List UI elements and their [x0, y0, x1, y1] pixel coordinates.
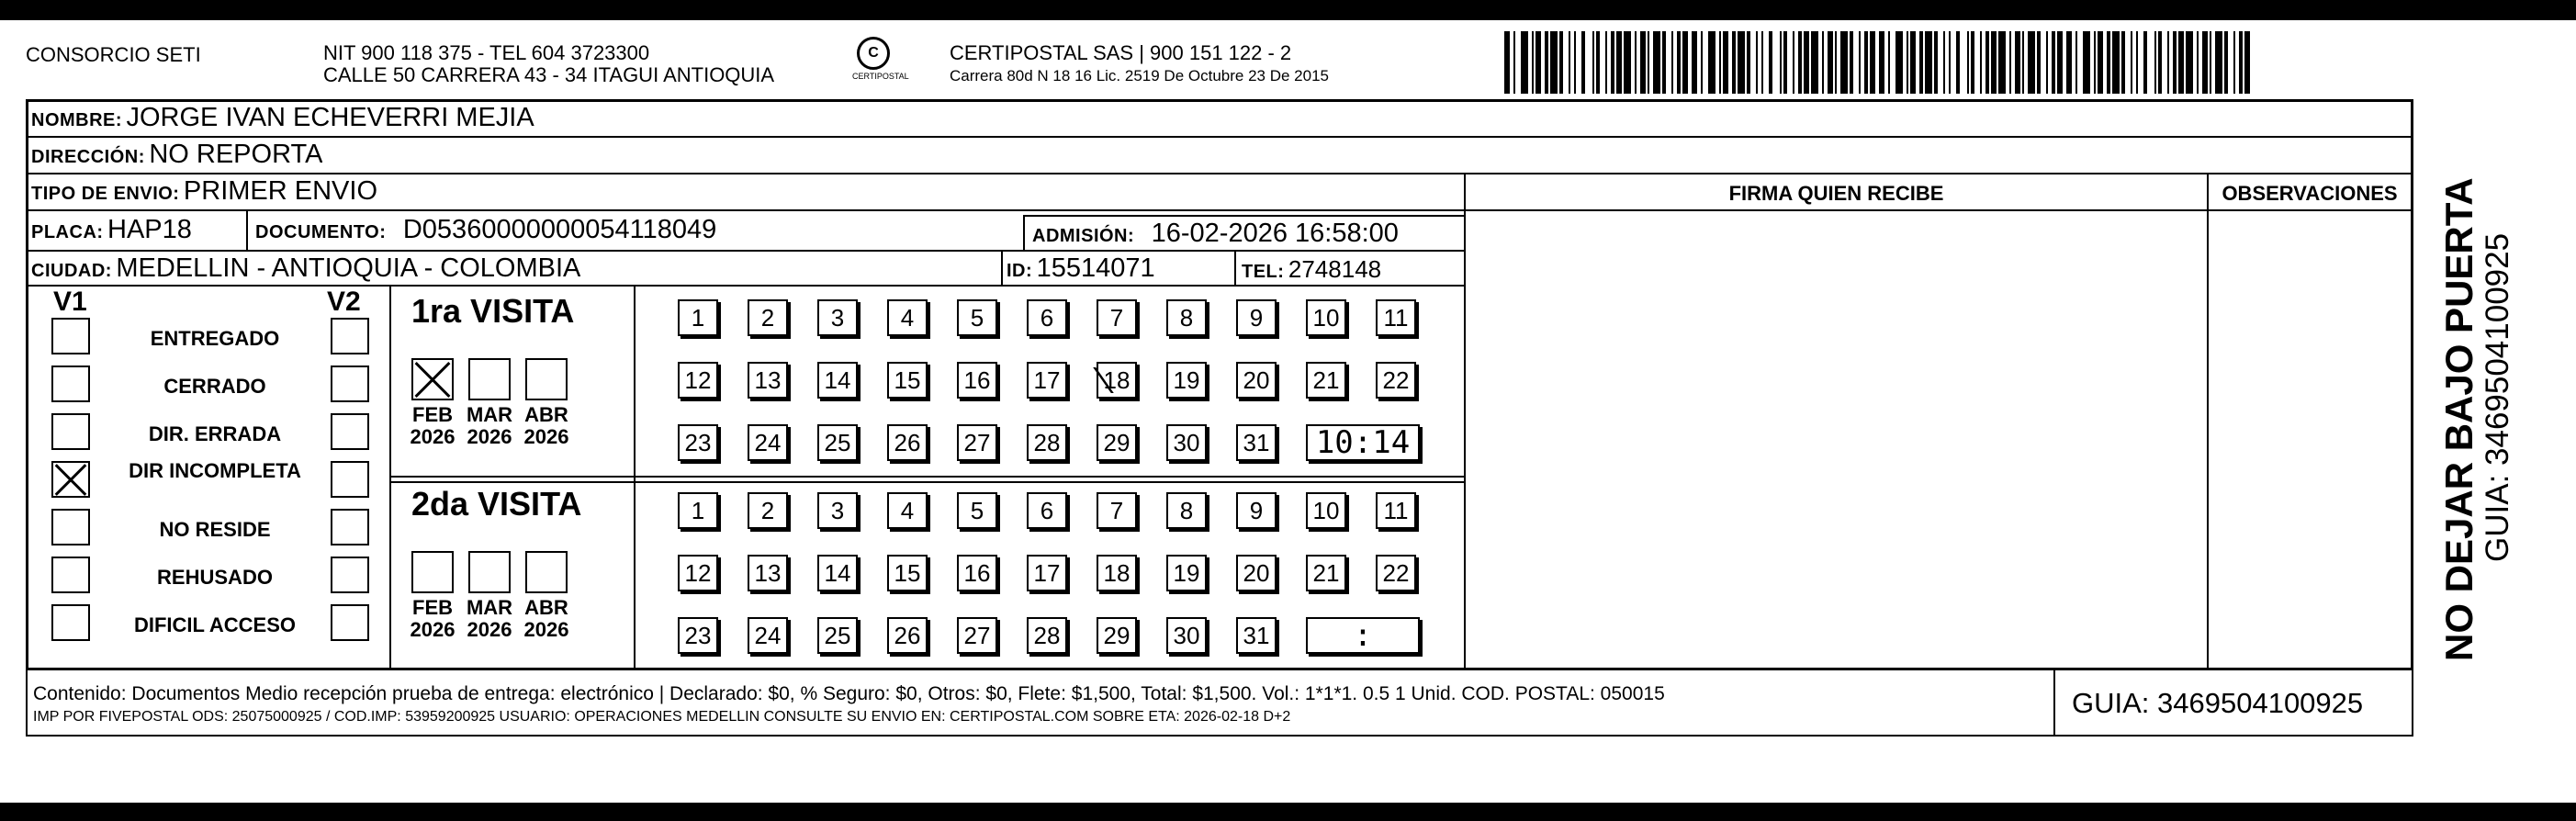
- status-label: DIFICIL ACCESO: [133, 613, 296, 636]
- day-box[interactable]: 30: [1166, 617, 1207, 654]
- day-box[interactable]: 27: [957, 424, 997, 461]
- month-name: ABR: [524, 596, 568, 619]
- month-checkbox[interactable]: [525, 551, 568, 593]
- barcode-bar: [1811, 31, 1818, 94]
- day-box[interactable]: 30: [1166, 424, 1207, 461]
- visit-divider: [389, 481, 1464, 483]
- day-box[interactable]: 19: [1166, 362, 1207, 399]
- barcode-bar: [1550, 31, 1558, 94]
- day-box[interactable]: 15: [887, 555, 928, 591]
- month-year: 2026: [410, 618, 456, 641]
- direccion-value: NO REPORTA: [149, 140, 323, 169]
- day-box[interactable]: 5: [957, 299, 997, 336]
- status-label: NO RESIDE: [159, 518, 271, 541]
- day-box[interactable]: 10: [1306, 299, 1346, 336]
- tipo-envio-row: [31, 176, 377, 207]
- tipo-envio-value: PRIMER ENVIO: [183, 176, 378, 206]
- day-box[interactable]: 21: [1306, 555, 1346, 591]
- logo-emblem-icon: C: [857, 37, 890, 70]
- barcode-bar: [1708, 31, 1715, 94]
- barcode-bar: [1840, 31, 1848, 94]
- documento-field: [255, 215, 716, 245]
- day-box[interactable]: 14: [817, 362, 858, 399]
- month-name: FEB: [412, 596, 453, 619]
- footer-content-line: Contenido: Documentos Medio recepción prueba de entrega: electrónico | Declarado: $0, % Seguro: $0, Otros: $0, Flete: $1,500, Total: $1,500. Vol.: 1*1*1. 0.5 1 Unid. COD. POSTAL: 050015: [33, 683, 1665, 704]
- barcode-bar: [1738, 31, 1745, 94]
- id-field: [1007, 253, 1155, 284]
- day-box[interactable]: 7: [1097, 299, 1137, 336]
- ciudad-value: MEDELLIN - ANTIOQUIA - COLOMBIA: [116, 253, 581, 283]
- documento-label: DOCUMENTO:: [255, 222, 387, 242]
- month-checkbox[interactable]: [411, 551, 454, 593]
- direccion-row: [31, 140, 322, 170]
- admision-divider: [1023, 215, 1025, 250]
- address-line: CALLE 50 CARRERA 43 - 34 ITAGUI ANTIOQUIA: [323, 63, 775, 86]
- day-box[interactable]: 29: [1097, 424, 1137, 461]
- direccion-label: DIRECCIÓN:: [31, 147, 145, 167]
- day-box[interactable]: 12: [678, 555, 718, 591]
- month-label: [405, 404, 460, 448]
- status-v2-checkbox[interactable]: [331, 461, 369, 498]
- tel-label: TEL:: [1242, 262, 1285, 282]
- footer-divider: [2053, 669, 2055, 735]
- day-box[interactable]: 9: [1236, 299, 1277, 336]
- company-name: CONSORCIO SETI: [26, 43, 201, 66]
- side-guia: GUIA: 3469504100925: [2480, 232, 2515, 562]
- day-box[interactable]: 31: [1236, 617, 1277, 654]
- nombre-row: [31, 103, 534, 133]
- day-box[interactable]: 1: [678, 492, 718, 529]
- day-box[interactable]: 22: [1376, 362, 1416, 399]
- footer-bottom-line: [26, 735, 2413, 737]
- month-checkbox[interactable]: [411, 358, 454, 400]
- placa-label: PLACA:: [31, 222, 104, 242]
- day-box[interactable]: 23: [678, 424, 718, 461]
- day-box[interactable]: 16: [957, 362, 997, 399]
- ciudad-field: [31, 253, 580, 284]
- certipostal-line: CERTIPOSTAL SAS | 900 151 122 - 2: [950, 41, 1292, 64]
- day-box[interactable]: 11: [1376, 299, 1416, 336]
- placa-value: HAP18: [107, 215, 192, 244]
- day-box[interactable]: 20: [1236, 362, 1277, 399]
- status-v1-checkbox[interactable]: [51, 461, 90, 498]
- bottom-edge-bar: [0, 803, 2576, 821]
- day-box[interactable]: 6: [1027, 299, 1067, 336]
- month-label: [519, 597, 574, 641]
- day-box[interactable]: 3: [817, 492, 858, 529]
- month-label: [405, 597, 460, 641]
- status-label: ENTREGADO: [150, 327, 280, 350]
- month-checkbox[interactable]: [468, 358, 511, 400]
- barcode-bar: [1998, 31, 2006, 94]
- logo-text: CERTIPOSTAL: [852, 72, 909, 81]
- status-v2-checkbox[interactable]: [331, 557, 369, 593]
- day-box[interactable]: 2: [748, 299, 788, 336]
- barcode-bar: [2112, 31, 2120, 94]
- footer-imp-line: IMP POR FIVEPOSTAL ODS: 25075000925 / COD.IMP: 53959200925 USUARIO: OPERACIONES MEDELLIN CONSULTE SU ENVIO EN: CERTIPOSTAL.COM SOBRE ETA: 2026-02-18 D+2: [33, 709, 1291, 725]
- status-v2-checkbox[interactable]: [331, 413, 369, 450]
- documento-value: D05360000000054118049: [402, 215, 717, 244]
- day-box[interactable]: 28: [1027, 424, 1067, 461]
- barcode-space: [1960, 31, 1967, 94]
- status-v2-checkbox[interactable]: [331, 366, 369, 402]
- day-box[interactable]: 1: [678, 299, 718, 336]
- admision-field: [1032, 219, 1399, 249]
- month-label: [519, 404, 574, 448]
- row-divider: [26, 209, 2413, 211]
- observaciones-header: OBSERVACIONES: [2222, 182, 2398, 205]
- day-box[interactable]: 29: [1097, 617, 1137, 654]
- day-box[interactable]: 2: [748, 492, 788, 529]
- id-value: 15514071: [1036, 253, 1155, 283]
- day-box[interactable]: 5: [957, 492, 997, 529]
- v2-header: V2: [327, 287, 361, 317]
- month-checkbox[interactable]: [525, 358, 568, 400]
- day-box[interactable]: 24: [748, 424, 788, 461]
- status-v1-checkbox[interactable]: [51, 413, 90, 450]
- day-box[interactable]: 24: [748, 617, 788, 654]
- visit-title: 2da VISITA: [411, 485, 582, 523]
- observaciones-column-border: [2207, 173, 2209, 669]
- day-box[interactable]: 16: [957, 555, 997, 591]
- status-v2-checkbox[interactable]: [331, 509, 369, 545]
- barcode-bar: [2083, 31, 2090, 94]
- top-edge-bar: [0, 0, 2576, 20]
- month-year: 2026: [467, 425, 512, 448]
- footer-left-line: [26, 669, 28, 737]
- month-year: 2026: [410, 425, 456, 448]
- barcode-bar: [1895, 31, 1903, 94]
- v1-header: V1: [53, 287, 87, 317]
- firma-header: FIRMA QUIEN RECIBE: [1728, 182, 1944, 205]
- nombre-value: JORGE IVAN ECHEVERRI MEJIA: [126, 103, 534, 132]
- day-box[interactable]: 21: [1306, 362, 1346, 399]
- row-divider: [26, 669, 2413, 670]
- status-v1-checkbox[interactable]: [51, 557, 90, 593]
- status-v1-checkbox[interactable]: [51, 366, 90, 402]
- month-label: [462, 404, 517, 448]
- barcode-bar: [2028, 31, 2035, 94]
- barcode-bar: [1624, 31, 1631, 94]
- day-box[interactable]: 25: [817, 424, 858, 461]
- barcode-bar: [1925, 31, 1932, 94]
- day-box[interactable]: 4: [887, 299, 928, 336]
- visit-divider: [389, 476, 1464, 478]
- month-name: ABR: [524, 403, 568, 426]
- day-box[interactable]: 10: [1306, 492, 1346, 529]
- month-name: MAR: [466, 596, 513, 619]
- barcode-bar: [1653, 31, 1660, 94]
- day-box[interactable]: 25: [817, 617, 858, 654]
- time-box[interactable]: :: [1306, 617, 1420, 654]
- certipostal-logo: [852, 37, 909, 94]
- day-box[interactable]: 7: [1097, 492, 1137, 529]
- status-label: REHUSADO: [157, 566, 273, 589]
- month-year: 2026: [467, 618, 512, 641]
- day-box[interactable]: 14: [817, 555, 858, 591]
- day-box[interactable]: 13: [748, 362, 788, 399]
- month-label: [462, 597, 517, 641]
- barcode: [1504, 31, 2255, 94]
- status-label: CERRADO: [163, 375, 266, 398]
- month-year: 2026: [523, 618, 569, 641]
- day-box[interactable]: 18: [1097, 362, 1137, 399]
- day-box[interactable]: 31: [1236, 424, 1277, 461]
- admision-value: 16-02-2026 16:58:00: [1151, 219, 1399, 248]
- status-label: DIR INCOMPLETA: [129, 459, 301, 482]
- nombre-label: NOMBRE:: [31, 110, 123, 130]
- day-box[interactable]: 17: [1027, 362, 1067, 399]
- tel-divider: [1234, 250, 1236, 285]
- day-box[interactable]: 12: [678, 362, 718, 399]
- day-box[interactable]: 19: [1166, 555, 1207, 591]
- row-divider: [26, 173, 2413, 174]
- status-v1-checkbox[interactable]: [51, 509, 90, 545]
- day-box[interactable]: 26: [887, 424, 928, 461]
- time-box[interactable]: 10:14: [1306, 424, 1420, 461]
- day-box[interactable]: 28: [1027, 617, 1067, 654]
- day-box[interactable]: 20: [1236, 555, 1277, 591]
- placa-divider: [246, 209, 248, 250]
- side-warning: NO DEJAR BAJO PUERTA: [2437, 177, 2480, 661]
- day-box[interactable]: 15: [887, 362, 928, 399]
- tel-field: [1242, 255, 1381, 284]
- day-box[interactable]: 8: [1166, 492, 1207, 529]
- id-divider: [1001, 250, 1003, 285]
- status-v1-checkbox[interactable]: [51, 318, 90, 354]
- barcode-bar: [2244, 31, 2250, 94]
- month-checkbox[interactable]: [468, 551, 511, 593]
- footer-right-line: [2412, 669, 2413, 737]
- barcode-bar: [2215, 31, 2222, 94]
- admision-label: ADMISIÓN:: [1032, 226, 1135, 246]
- tipo-envio-label: TIPO DE ENVIO:: [31, 184, 180, 204]
- day-box[interactable]: 13: [748, 555, 788, 591]
- month-year: 2026: [523, 425, 569, 448]
- status-v1-checkbox[interactable]: [51, 604, 90, 641]
- status-v2-checkbox[interactable]: [331, 318, 369, 354]
- day-box[interactable]: 6: [1027, 492, 1067, 529]
- row-divider: [26, 136, 2413, 138]
- day-box[interactable]: 11: [1376, 492, 1416, 529]
- day-box[interactable]: 23: [678, 617, 718, 654]
- day-box[interactable]: 8: [1166, 299, 1207, 336]
- ciudad-label: CIUDAD:: [31, 261, 112, 281]
- day-box[interactable]: 4: [887, 492, 928, 529]
- barcode-space: [1585, 31, 1592, 94]
- day-box[interactable]: 22: [1376, 555, 1416, 591]
- row-divider: [26, 250, 1466, 252]
- barcode-bar: [1521, 31, 1528, 94]
- status-v2-checkbox[interactable]: [331, 604, 369, 641]
- month-name: MAR: [466, 403, 513, 426]
- id-label: ID:: [1007, 261, 1033, 281]
- placa-field: [31, 215, 192, 245]
- day-box[interactable]: 3: [817, 299, 858, 336]
- day-box[interactable]: 27: [957, 617, 997, 654]
- nit-line: NIT 900 118 375 - TEL 604 3723300: [323, 41, 650, 64]
- day-box[interactable]: 17: [1027, 555, 1067, 591]
- admision-top-line: [1023, 215, 1464, 217]
- footer-guia: GUIA: 3469504100925: [2072, 687, 2364, 719]
- barcode-bar: [2186, 31, 2193, 94]
- certipostal-sub: Carrera 80d N 18 16 Lic. 2519 De Octubre 23 De 2015: [950, 67, 1329, 84]
- month-name: FEB: [412, 403, 453, 426]
- firma-column-border: [1464, 173, 1466, 669]
- barcode-space: [2147, 31, 2154, 94]
- day-box[interactable]: 18: [1097, 555, 1137, 591]
- tel-value: 2748148: [1288, 255, 1382, 283]
- day-box[interactable]: 9: [1236, 492, 1277, 529]
- barcode-space: [1772, 31, 1780, 94]
- visit-title: 1ra VISITA: [411, 292, 575, 330]
- status-label: DIR. ERRADA: [148, 422, 282, 445]
- row-divider: [26, 285, 1466, 287]
- day-box[interactable]: 26: [887, 617, 928, 654]
